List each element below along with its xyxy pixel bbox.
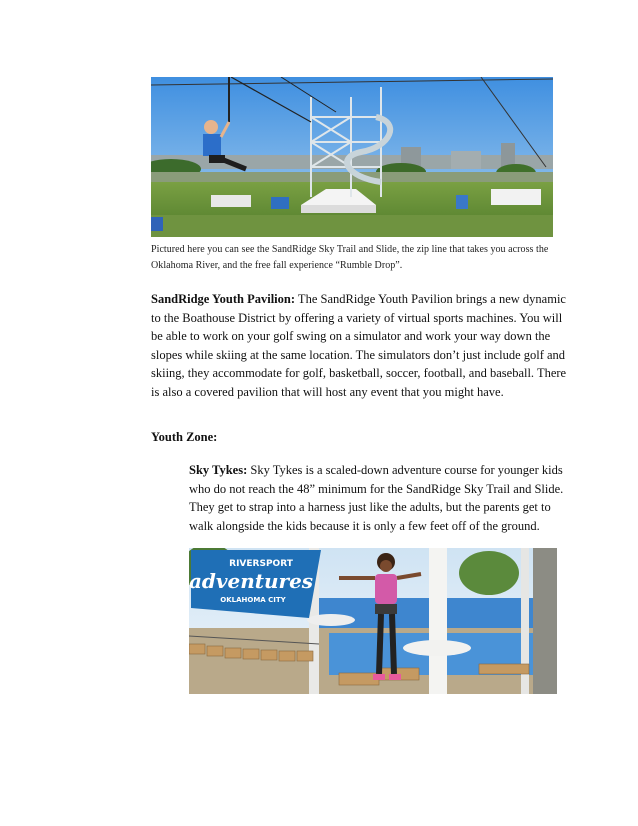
pavilion-paragraph	[151, 290, 571, 402]
sky-tykes-paragraph	[189, 461, 571, 535]
pavilion-body: The SandRidge Youth Pavilion brings a new dynamic to the Boathouse District by offering a variety of virtual sports machines. You will be able to work on your golf swing on a simulator and work your way down the slopes while skiing at the same location. The simulators don’t just include golf and skiing, they accommodate for golf, basketball, soccer, football, and baseball. There is also a covered pavilion that will host any event that you might have.	[151, 292, 567, 399]
photo-caption: Pictured here you can see the SandRidge Sky Trail and Slide, the zip line that takes you across the Oklahoma River, and the free fall experience “Rumble Drop”.	[151, 244, 549, 271]
youth-zone-heading	[151, 428, 571, 447]
youth-zone-heading-text: Youth Zone:	[151, 430, 218, 444]
logo-line2: adventures	[189, 569, 314, 593]
sky-tykes-photo-illustration	[189, 548, 557, 694]
zipline-photo	[151, 77, 553, 237]
logo-line1: RIVERSPORT	[229, 559, 293, 569]
sky-tykes-body: Sky Tykes is a scaled-down adventure course for younger kids who do not reach the 48” minimum for the SandRidge Sky Trail and Slide. They get to strap into a harness just like the adults, but the parents get to walk alongside the kids because it is only a few feet off of the ground.	[189, 463, 564, 533]
pavilion-heading: SandRidge Youth Pavilion:	[151, 292, 296, 306]
sky-tykes-heading: Sky Tykes:	[189, 463, 248, 477]
zipline-photo-illustration	[151, 77, 553, 237]
logo-line3: OKLAHOMA CITY	[220, 596, 286, 604]
sky-tykes-photo	[189, 548, 557, 694]
